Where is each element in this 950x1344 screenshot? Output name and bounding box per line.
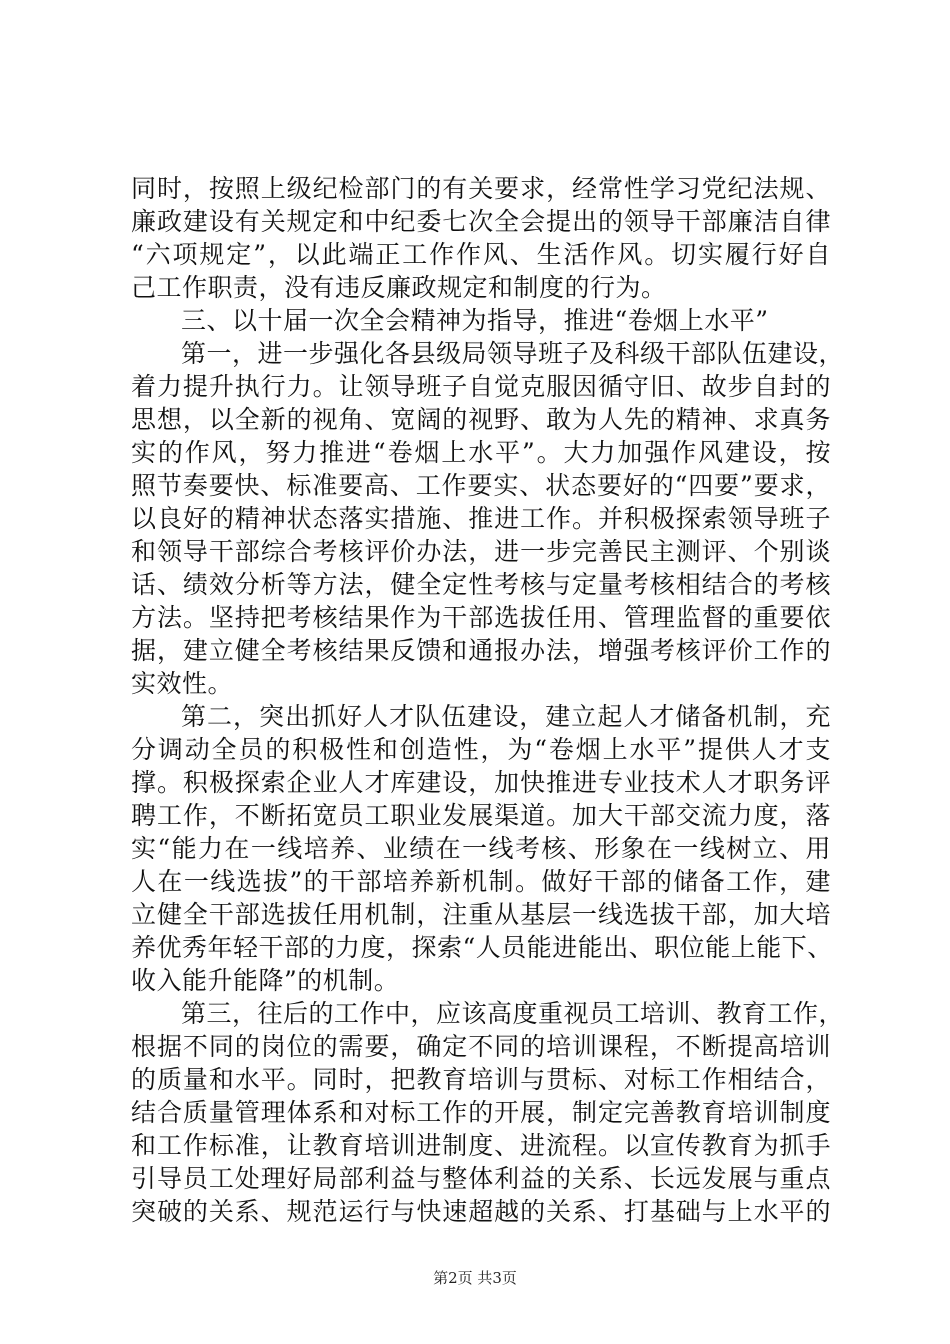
- text-line: 引导员工处理好局部利益与整体利益的关系、长远发展与重点: [131, 1164, 831, 1193]
- text-line: 廉政建设有关规定和中纪委七次全会提出的领导干部廉洁自律: [131, 207, 831, 236]
- text-line: 第一，进一步强化各县级局领导班子及科级干部队伍建设，: [181, 339, 845, 368]
- document-body: [131, 172, 845, 1228]
- text-line: 突破的关系、规范运行与快速超越的关系、打基础与上水平的: [131, 1197, 831, 1226]
- text-line: 第二，突出抓好人才队伍建设，建立起人才储备机制，充: [181, 702, 831, 731]
- text-line: 己工作职责，没有违反廉政规定和制度的行为。: [131, 273, 667, 302]
- text-line: “六项规定”，以此端正工作作风、生活作风。切实履行好自: [131, 240, 831, 269]
- text-line: 人在一线选拔”的干部培养新机制。做好干部的储备工作，建: [131, 867, 831, 896]
- page-footer: 第2页 共3页: [433, 1269, 517, 1287]
- text-line: 着力提升执行力。让领导班子自觉克服因循守旧、故步自封的: [131, 372, 831, 401]
- text-line: 第三，往后的工作中，应该高度重视员工培训、教育工作，: [181, 999, 845, 1028]
- text-line: 结合质量管理体系和对标工作的开展，制定完善教育培训制度: [131, 1098, 831, 1127]
- text-line: 实的作风，努力推进“卷烟上水平”。大力加强作风建设，按: [131, 438, 831, 467]
- text-line: 据，建立健全考核结果反馈和通报办法，增强考核评价工作的: [131, 636, 831, 665]
- text-line: 同时，按照上级纪检部门的有关要求，经常性学习党纪法规、: [131, 174, 831, 203]
- text-line: 思想，以全新的视角、宽阔的视野、敢为人先的精神、求真务: [131, 405, 831, 434]
- text-line: 根据不同的岗位的需要，确定不同的培训课程，不断提高培训: [131, 1032, 831, 1061]
- text-line: 和领导干部综合考核评价办法，进一步完善民主测评、个别谈: [131, 537, 831, 566]
- text-line: 立健全干部选拔任用机制，注重从基层一线选拔干部，加大培: [131, 900, 831, 929]
- text-line: 以良好的精神状态落实措施、推进工作。并积极探索领导班子: [131, 504, 831, 533]
- text-line: 实“能力在一线培养、业绩在一线考核、形象在一线树立、用: [131, 834, 831, 863]
- text-line: 的质量和水平。同时，把教育培训与贯标、对标工作相结合，: [131, 1065, 831, 1094]
- text-line: 实效性。: [131, 669, 234, 698]
- text-line: 撑。积极探索企业人才库建设，加快推进专业技术人才职务评: [131, 768, 831, 797]
- text-line: 聘工作，不断拓宽员工职业发展渠道。加大干部交流力度，落: [131, 801, 831, 830]
- text-line: 收入能升能降”的机制。: [131, 966, 400, 995]
- text-line: 分调动全员的积极性和创造性，为“卷烟上水平”提供人才支: [131, 735, 831, 764]
- text-line: 和工作标准，让教育培训进制度、进流程。以宣传教育为抓手: [131, 1131, 831, 1160]
- text-line: 话、绩效分析等方法，健全定性考核与定量考核相结合的考核: [131, 570, 831, 599]
- text-line: 养优秀年轻干部的力度，探索“人员能进能出、职位能上能下、: [131, 933, 833, 962]
- text-line: 照节奏要快、标准要高、工作要实、状态要好的“四要”要求，: [131, 471, 831, 500]
- text-line: 三、以十届一次全会精神为指导，推进“卷烟上水平”: [181, 306, 769, 335]
- text-line: 方法。坚持把考核结果作为干部选拔任用、管理监督的重要依: [131, 603, 831, 632]
